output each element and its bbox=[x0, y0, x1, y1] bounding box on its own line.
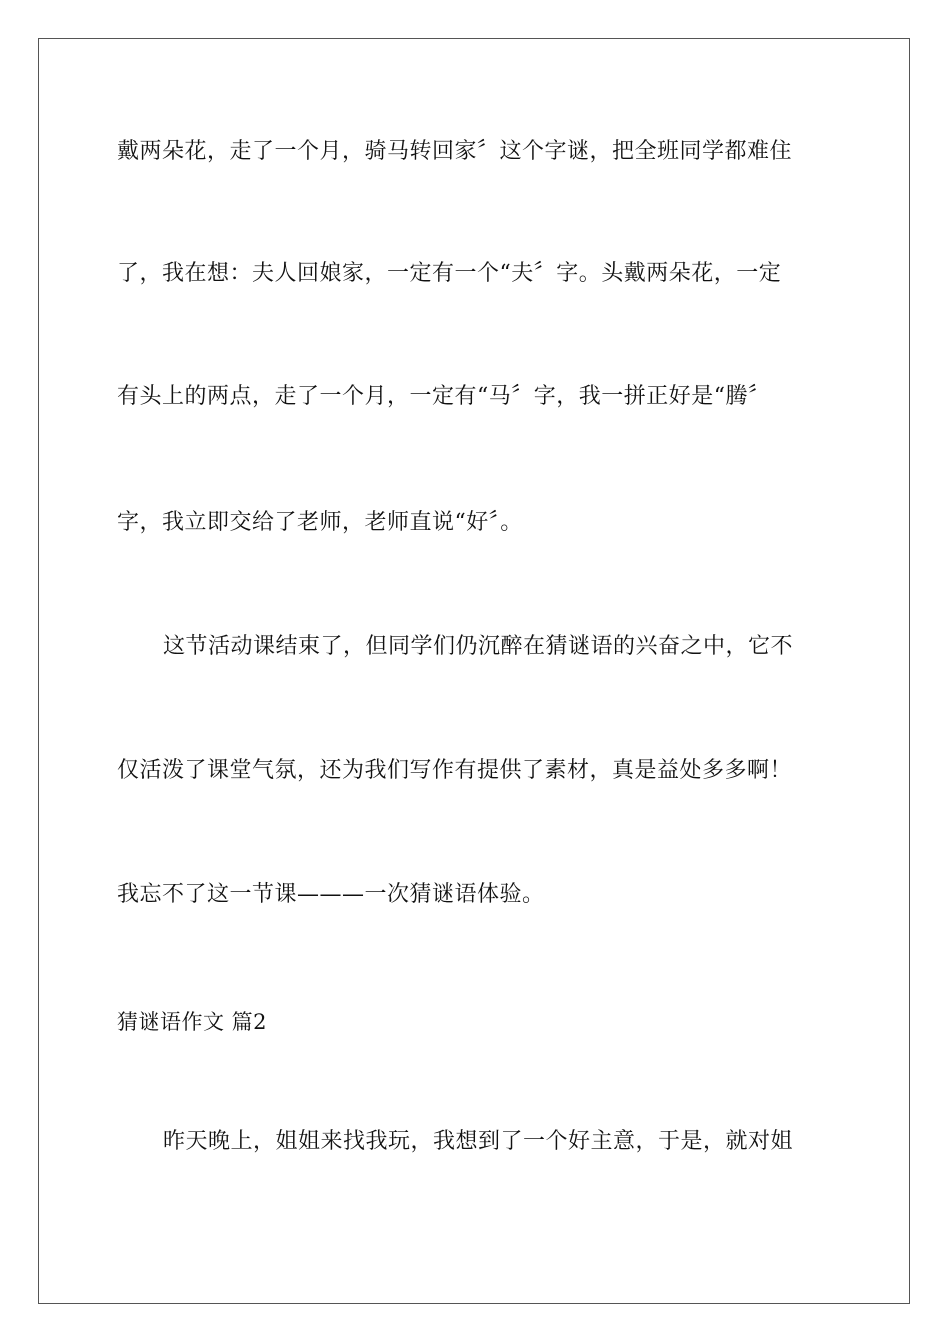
paragraph-line-7: 我忘不了这一节课———一次猜谜语体验。 bbox=[117, 882, 545, 907]
paragraph-line-6: 仅活泼了课堂气氛，还为我们写作有提供了素材，真是益处多多啊！ bbox=[117, 758, 793, 783]
paragraph-line-2: 了，我在想：夫人回娘家，一定有一个“夫〞字。头戴两朵花，一定 bbox=[117, 261, 782, 286]
section-heading: 猜谜语作文 篇2 bbox=[117, 1010, 268, 1034]
paragraph-line-4: 字，我立即交给了老师，老师直说“好〞。 bbox=[117, 510, 523, 535]
page-border bbox=[38, 38, 910, 1304]
paragraph-line-9: 昨天晚上，姐姐来找我玩，我想到了一个好主意，于是，就对姐 bbox=[163, 1129, 794, 1154]
paragraph-line-3: 有头上的两点，走了一个月，一定有“马〞字，我一拼正好是“腾〞 bbox=[117, 384, 771, 409]
paragraph-line-5: 这节活动课结束了，但同学们仍沉醉在猜谜语的兴奋之中，它不 bbox=[163, 634, 794, 659]
paragraph-line-1: 戴两朵花，走了一个月，骑马转回家〞这个字谜，把全班同学都难住 bbox=[117, 139, 793, 164]
